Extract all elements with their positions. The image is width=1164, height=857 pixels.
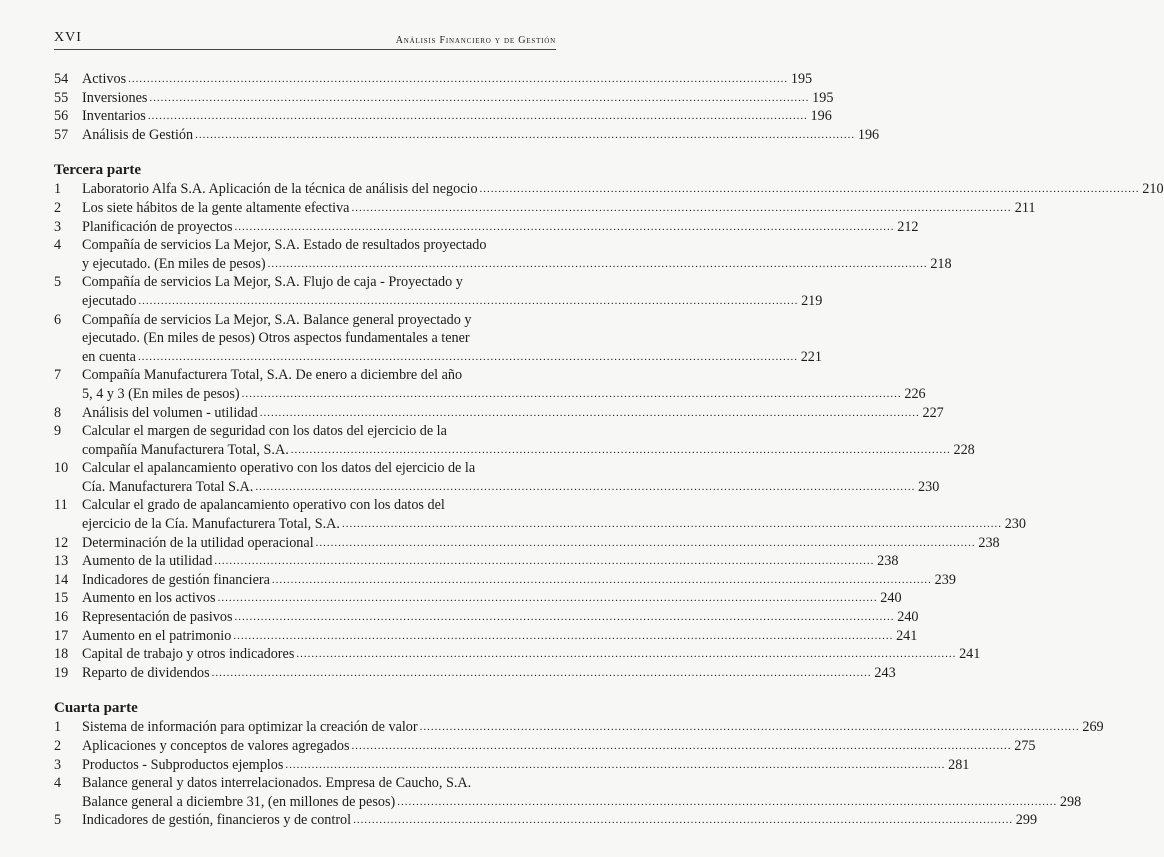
toc-entry bbox=[54, 126, 880, 145]
toc-entry-number: 2 bbox=[54, 199, 62, 216]
toc-entry-page: 275 bbox=[1014, 738, 1036, 754]
dot-leader bbox=[233, 627, 893, 646]
toc-entry-title: Calcular el grado de apalancamiento operativo con los datos del bbox=[82, 497, 445, 514]
page-number-label: XVI bbox=[54, 30, 82, 45]
toc-entry-number: 5 bbox=[54, 812, 62, 829]
toc-entry-number: 4 bbox=[54, 237, 62, 254]
dot-leader bbox=[268, 255, 928, 274]
toc-entry-number: 18 bbox=[54, 646, 69, 663]
dot-leader bbox=[148, 107, 808, 126]
toc-entry-title: Aumento en el patrimonio bbox=[82, 627, 232, 644]
toc-entry-title: ejercicio de la Cía. Manufacturera Total, S.A. bbox=[82, 516, 340, 533]
toc-entry bbox=[54, 89, 834, 108]
toc-entry-title: Indicadores de gestión, financieros y de control bbox=[82, 812, 352, 829]
toc-entry-page: 299 bbox=[1015, 812, 1038, 829]
toc-entry-page: 228 bbox=[953, 441, 975, 458]
toc-entry-title: en cuenta bbox=[82, 348, 136, 365]
dot-leader bbox=[149, 89, 809, 108]
toc-entry-page: 239 bbox=[934, 571, 956, 588]
toc-entry-title: Determinación de la utilidad operacional bbox=[82, 534, 314, 551]
toc-entry-title: Laboratorio Alfa S.A. Aplicación de la técnica de análisis del negocio bbox=[82, 181, 478, 198]
toc-entry bbox=[54, 811, 1038, 830]
toc-list-cuarta bbox=[54, 718, 1104, 830]
dot-leader bbox=[218, 589, 878, 608]
table-of-contents bbox=[54, 70, 1164, 830]
toc-entry-number: 3 bbox=[54, 218, 62, 235]
toc-entry-title: ejecutado bbox=[82, 292, 137, 309]
toc-entry-title: 5, 4 y 3 (En miles de pesos) bbox=[82, 385, 240, 402]
dot-leader bbox=[285, 756, 945, 775]
toc-entry-title: Cía. Manufacturera Total S.A. bbox=[82, 478, 254, 495]
toc-list-continued bbox=[54, 70, 880, 144]
toc-entry bbox=[54, 737, 1036, 756]
toc-entry-title: Capital de trabajo y otros indicadores bbox=[82, 646, 295, 663]
toc-entry-title: Indicadores de gestión financiera bbox=[82, 571, 270, 588]
toc-entry-number: 5 bbox=[54, 274, 62, 291]
toc-entry-page: 219 bbox=[801, 292, 823, 309]
toc-entry-title: y ejecutado. (En miles de pesos) bbox=[82, 255, 266, 272]
running-title: Análisis Financiero y de Gestión bbox=[395, 35, 556, 46]
toc-entry-page: 195 bbox=[790, 71, 813, 87]
toc-entry bbox=[54, 236, 952, 273]
toc-entry bbox=[54, 664, 896, 683]
dot-leader bbox=[342, 515, 1002, 534]
dot-leader bbox=[351, 199, 1011, 218]
toc-entry-number: 1 bbox=[54, 181, 62, 198]
toc-entry-title: Análisis del volumen - utilidad bbox=[82, 404, 258, 421]
dot-leader bbox=[212, 664, 872, 683]
toc-entry bbox=[54, 627, 918, 646]
dot-leader bbox=[235, 608, 895, 627]
toc-entry-number: 55 bbox=[54, 89, 69, 106]
toc-entry-page: 221 bbox=[800, 348, 822, 365]
toc-entry bbox=[54, 70, 813, 89]
toc-entry-title: Reparto de dividendos bbox=[82, 664, 210, 681]
toc-entry-page: 240 bbox=[880, 590, 902, 607]
toc-entry-number: 56 bbox=[54, 108, 69, 125]
toc-entry-title: Representación de pasivos bbox=[82, 609, 233, 626]
toc-entry-number: 14 bbox=[54, 571, 69, 588]
toc-entry-page: 230 bbox=[918, 478, 940, 495]
toc-entry bbox=[54, 571, 956, 590]
dot-leader bbox=[255, 478, 915, 497]
dot-leader bbox=[235, 218, 895, 237]
toc-entry-title: Compañía de servicios La Mejor, S.A. Flujo de caja - Proyectado y bbox=[82, 274, 463, 291]
toc-entry bbox=[54, 552, 899, 571]
toc-entry-title: Balance general y datos interrelacionados. Empresa de Caucho, S.A. bbox=[82, 775, 472, 792]
toc-entry-number: 4 bbox=[54, 775, 62, 792]
toc-list-tercera bbox=[54, 180, 1164, 682]
dot-leader bbox=[316, 534, 976, 553]
toc-entry-page: 230 bbox=[1004, 516, 1026, 533]
toc-entry-page: 210 bbox=[1142, 181, 1164, 198]
dot-leader bbox=[480, 180, 1140, 199]
toc-entry-number: 54 bbox=[54, 71, 69, 87]
running-header bbox=[54, 26, 556, 50]
dot-leader bbox=[242, 385, 902, 404]
toc-entry-title: Calcular el margen de seguridad con los datos del ejercicio de la bbox=[82, 423, 447, 440]
toc-entry-number: 11 bbox=[54, 497, 68, 514]
toc-entry-number: 13 bbox=[54, 553, 69, 570]
toc-entry-number: 7 bbox=[54, 367, 62, 384]
toc-entry-page: 196 bbox=[857, 126, 880, 143]
toc-entry-page: 212 bbox=[897, 218, 919, 235]
toc-entry-page: 211 bbox=[1014, 199, 1036, 216]
dot-leader bbox=[138, 348, 798, 367]
dot-leader bbox=[296, 645, 956, 664]
toc-entry bbox=[54, 534, 1000, 553]
toc-entry-number: 6 bbox=[54, 311, 62, 328]
toc-entry bbox=[54, 645, 981, 664]
toc-entry bbox=[54, 496, 1026, 533]
dot-leader bbox=[397, 793, 1057, 812]
toc-entry-number: 3 bbox=[54, 756, 62, 773]
toc-entry-title: Inversiones bbox=[82, 89, 148, 106]
toc-entry-title: Compañía de servicios La Mejor, S.A. Balance general proyectado y bbox=[82, 311, 472, 328]
dot-leader bbox=[260, 404, 920, 423]
toc-entry bbox=[54, 218, 919, 237]
toc-entry-title: Los siete hábitos de la gente altamente efectiva bbox=[82, 199, 350, 216]
toc-entry-page: 226 bbox=[904, 385, 926, 402]
toc-entry bbox=[54, 459, 940, 496]
dot-leader bbox=[272, 571, 932, 590]
dot-leader bbox=[352, 737, 1012, 756]
toc-entry-number: 19 bbox=[54, 664, 69, 681]
toc-entry-number: 9 bbox=[54, 423, 62, 440]
toc-entry-page: 218 bbox=[930, 255, 952, 272]
toc-entry bbox=[54, 608, 919, 627]
toc-entry-page: 227 bbox=[922, 404, 944, 421]
dot-leader bbox=[195, 126, 855, 145]
toc-entry-title: ejecutado. (En miles de pesos) Otros aspectos fundamentales a tener bbox=[82, 330, 470, 347]
toc-entry-page: 241 bbox=[959, 646, 981, 663]
toc-entry-number: 1 bbox=[54, 719, 62, 736]
toc-entry-page: 241 bbox=[896, 627, 918, 644]
dot-leader bbox=[353, 811, 1013, 830]
toc-entry-title: Calcular el apalancamiento operativo con los datos del ejercicio de la bbox=[82, 460, 476, 477]
toc-entry-page: 298 bbox=[1059, 793, 1082, 810]
toc-entry-title: Balance general a diciembre 31, (en millones de pesos) bbox=[82, 793, 396, 810]
toc-entry bbox=[54, 756, 970, 775]
toc-entry-title: Inventarios bbox=[82, 108, 146, 125]
toc-entry-page: 238 bbox=[978, 534, 1000, 551]
toc-entry bbox=[54, 718, 1104, 737]
toc-entry bbox=[54, 180, 1164, 199]
toc-entry-title: Aumento de la utilidad bbox=[82, 553, 213, 570]
dot-leader bbox=[128, 70, 788, 89]
toc-entry bbox=[54, 107, 832, 126]
toc-entry-title: Compañía de servicios La Mejor, S.A. Estado de resultados proyectado bbox=[82, 237, 487, 254]
toc-entry-number: 8 bbox=[54, 404, 62, 421]
toc-entry-number: 12 bbox=[54, 534, 69, 551]
toc-entry bbox=[54, 422, 975, 459]
toc-entry bbox=[54, 311, 822, 367]
toc-entry bbox=[54, 589, 902, 608]
dot-leader bbox=[420, 718, 1080, 737]
section-title-cuarta: Cuarta parte bbox=[54, 700, 138, 717]
toc-entry-title: Sistema de información para optimizar la creación de valor bbox=[82, 719, 418, 736]
toc-entry-page: 238 bbox=[877, 553, 899, 570]
toc-entry bbox=[54, 774, 1082, 811]
toc-entry bbox=[54, 366, 926, 403]
toc-entry-number: 57 bbox=[54, 126, 69, 143]
toc-entry bbox=[54, 199, 1036, 218]
dot-leader bbox=[138, 292, 798, 311]
dot-leader bbox=[214, 552, 874, 571]
toc-entry-number: 16 bbox=[54, 609, 69, 626]
toc-entry-number: 2 bbox=[54, 738, 62, 754]
toc-entry-title: Aplicaciones y conceptos de valores agregados bbox=[82, 738, 350, 754]
toc-entry-page: 196 bbox=[810, 108, 832, 125]
toc-entry-title: Productos - Subproductos ejemplos bbox=[82, 756, 284, 773]
toc-entry-title: Compañía Manufacturera Total, S.A. De enero a diciembre del año bbox=[82, 367, 463, 384]
toc-entry-page: 195 bbox=[812, 89, 834, 106]
toc-entry-page: 240 bbox=[897, 609, 919, 626]
toc-entry-number: 10 bbox=[54, 460, 69, 477]
toc-entry-page: 243 bbox=[874, 664, 896, 681]
toc-entry-title: Activos bbox=[82, 71, 127, 87]
toc-entry-page: 269 bbox=[1082, 719, 1104, 736]
toc-entry-number: 15 bbox=[54, 590, 69, 607]
toc-entry-title: compañía Manufacturera Total, S.A. bbox=[82, 441, 289, 458]
toc-entry-title: Planificación de proyectos bbox=[82, 218, 233, 235]
toc-entry-title: Aumento en los activos bbox=[82, 590, 216, 607]
toc-entry-page: 281 bbox=[948, 756, 970, 773]
section-title-tercera: Tercera parte bbox=[54, 162, 142, 179]
toc-entry bbox=[54, 404, 944, 423]
toc-entry-number: 17 bbox=[54, 627, 69, 644]
toc-entry-title: Análisis de Gestión bbox=[82, 126, 194, 143]
dot-leader bbox=[291, 441, 951, 460]
toc-entry bbox=[54, 273, 823, 310]
